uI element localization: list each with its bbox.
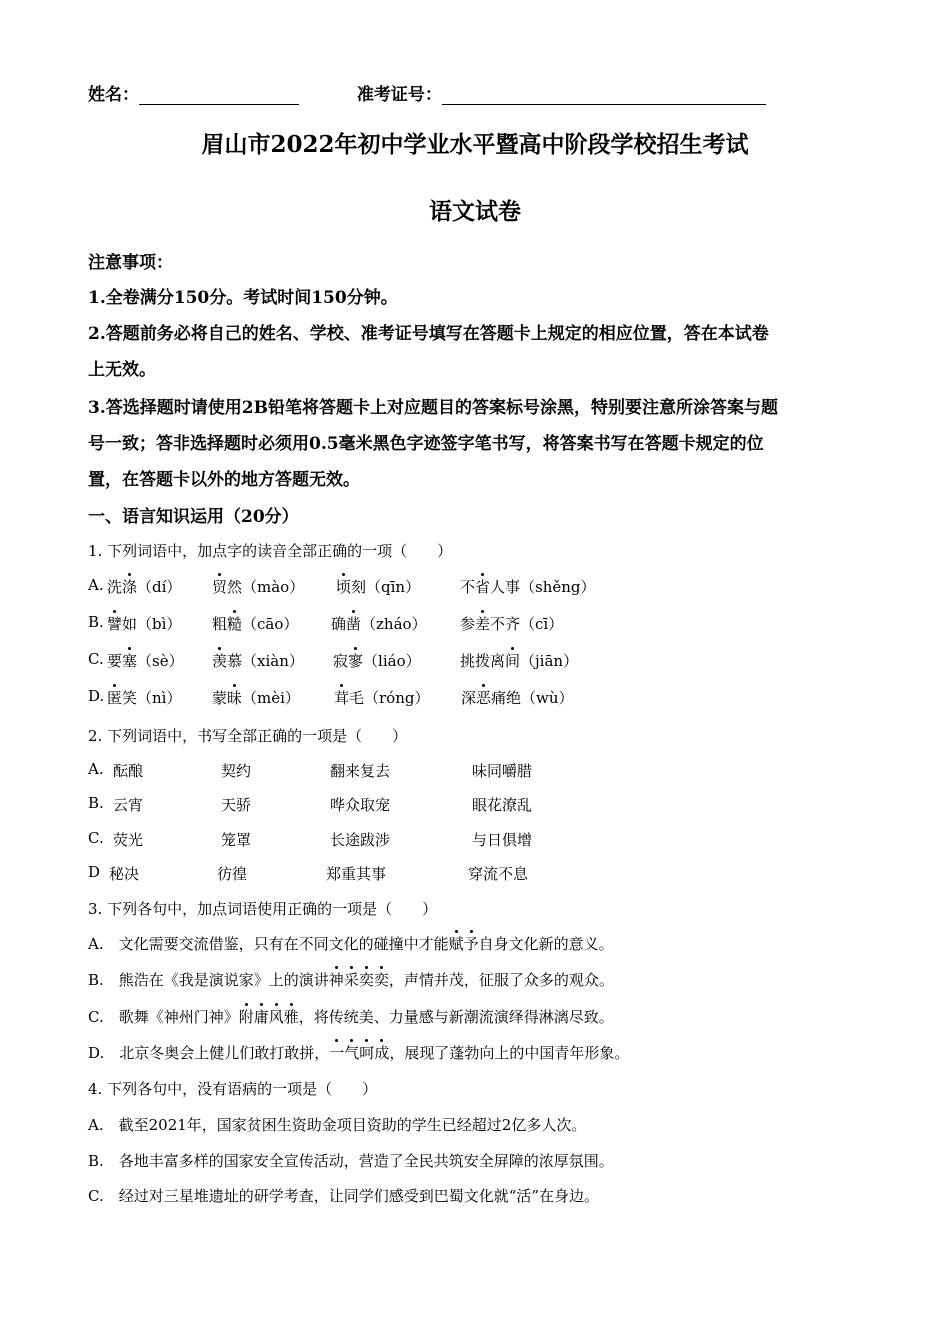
option-label: B. <box>88 613 104 631</box>
q3-option-c[interactable]: C. 歌舞《神州门神》附庸风雅，将传统美、力量感与新潮流演绎得淋漓尽致。 <box>88 1008 614 1026</box>
q1-a-word-3: 顷刻（qīn） <box>336 578 421 596</box>
q1-option-c[interactable] <box>88 650 579 670</box>
q1-stem: 1. 下列词语中，加点字的读音全部正确的一项（ ） <box>88 542 453 560</box>
q1-c-word-4: 挑拨离间（jiān） <box>460 652 579 670</box>
q2-word: 酝酿 <box>113 762 144 780</box>
q4-option-c[interactable]: C. 经过对三星堆遗址的研学考查，让同学们感受到巴蜀文化就“活”在身边。 <box>88 1187 600 1205</box>
q3-option-d[interactable]: D. 北京冬奥会上健儿们敢打敢拼，一气呵成，展现了蓬勃向上的中国青年形象。 <box>88 1044 630 1062</box>
q1-c-word-1: 要塞（sè） <box>107 652 184 670</box>
notice-item-3-line-3: 置，在答题卡以外的地方答题无效。 <box>88 470 360 490</box>
q1-d-word-3: 茸毛（róng） <box>334 689 430 707</box>
q2-option-a[interactable]: A. 酝酿 契约 翻来复去 味同嚼腊 <box>88 760 533 780</box>
notice-item-3-line-2: 号一致；答非选择题时必须用0.5毫米黑色字迹签字笔书写，将答案书写在答题卡规定的位 <box>88 434 764 454</box>
q3-stem: 3. 下列各句中，加点词语使用正确的一项是（ ） <box>88 900 438 918</box>
name-field[interactable] <box>139 86 299 105</box>
q4-option-a[interactable]: A. 截至2021年，国家贫困生资助金项目资助的学生已经超过2亿多人次。 <box>88 1116 587 1134</box>
q2-word: 眼花潦乱 <box>472 796 533 814</box>
q2-word: 长途跋涉 <box>330 831 391 849</box>
q1-a-word-4: 不省人事（shěng） <box>460 578 596 596</box>
q1-option-b[interactable] <box>88 613 564 633</box>
q1-c-word-3: 寂寥（liáo） <box>333 652 421 670</box>
id-label: 准考证号： <box>356 85 442 105</box>
notice-item-2-line-2: 上无效。 <box>88 360 156 380</box>
page-title: 眉山市2022年初中学业水平暨高中阶段学校招生考试 <box>201 131 749 158</box>
notice-item-3-line-1: 3.答选择题时请使用2B铅笔将答题卡上对应题目的答案标号涂黑，特别要注意所涂答案与题 <box>88 398 778 418</box>
q2-stem: 2. 下列词语中，书写全部正确的一项是（ ） <box>88 727 408 745</box>
notice-item-2-line-1: 2.答题前务必将自己的姓名、学校、准考证号填写在答题卡上规定的相应位置，答在本试卷 <box>88 324 769 344</box>
q1-d-word-4: 深恶痛绝（wù） <box>461 689 574 707</box>
q1-d-word-1: 匿笑（nì） <box>107 689 182 707</box>
q1-b-word-2: 粗糙（cāo） <box>212 615 299 633</box>
notice-item-1: 1.全卷满分150分。考试时间150分钟。 <box>88 288 398 308</box>
q2-word: 荧光 <box>113 831 144 849</box>
q2-option-d[interactable]: D 秘决 彷徨 郑重其事 穿流不息 <box>88 863 529 883</box>
notice-heading: 注意事项： <box>88 253 173 273</box>
option-label: C. <box>88 650 104 668</box>
name-label: 姓名： <box>88 85 139 105</box>
page-subtitle: 语文试卷 <box>429 198 521 225</box>
q2-word: 天骄 <box>221 796 252 814</box>
q2-option-c[interactable]: C. 荧光 笼罩 长途跋涉 与日俱增 <box>88 829 533 849</box>
q1-a-word-1: 洗涤（dí） <box>107 578 182 596</box>
q2-word: 笼罩 <box>221 831 252 849</box>
q3-option-b[interactable]: B. 熊浩在《我是演说家》上的演讲神采奕奕，声情并茂，征服了众多的观众。 <box>88 971 614 989</box>
q1-a-word-2: 贸然（mào） <box>212 578 305 596</box>
q2-word: 味同嚼腊 <box>472 762 533 780</box>
q4-option-b[interactable]: B. 各地丰富多样的国家安全宣传活动，营造了全民共筑安全屏障的浓厚氛围。 <box>88 1152 614 1170</box>
q1-b-word-4: 参差不齐（cī） <box>460 615 564 633</box>
q2-word: 哗众取宠 <box>330 796 391 814</box>
q4-stem: 4. 下列各句中，没有语病的一项是（ ） <box>88 1080 378 1098</box>
section-heading: 一、语言知识运用（20分） <box>88 507 299 527</box>
q2-word: 翻来复去 <box>330 762 391 780</box>
q2-word: 与日俱增 <box>472 831 533 849</box>
q2-word: 彷徨 <box>217 865 248 883</box>
q1-c-word-2: 羡慕（xiàn） <box>212 652 304 670</box>
q3-b-dotted-word: 神采奕奕 <box>328 971 389 989</box>
q3-c-dotted-word: 附庸风雅 <box>238 1008 299 1026</box>
q1-d-word-2: 蒙昧（mèi） <box>212 689 300 707</box>
option-label: A. <box>88 576 104 594</box>
q1-option-d[interactable] <box>88 687 574 707</box>
q1-b-word-1: 譬如（bì） <box>107 615 182 633</box>
q1-option-a[interactable] <box>88 576 596 596</box>
q2-word: 郑重其事 <box>326 865 387 883</box>
option-label: D. <box>88 687 105 705</box>
q2-word: 穿流不息 <box>468 865 529 883</box>
q3-a-dotted-word: 赋予 <box>448 935 479 953</box>
q3-option-a[interactable]: A. 文化需要交流借鉴，只有在不同文化的碰撞中才能赋予自身文化新的意义。 <box>88 935 614 953</box>
q1-b-word-3: 确凿（zháo） <box>331 615 427 633</box>
q2-option-b[interactable]: B. 云宵 天骄 哗众取宠 眼花潦乱 <box>88 794 533 814</box>
q2-word: 契约 <box>221 762 252 780</box>
q3-d-dotted-word: 一气呵成 <box>329 1044 390 1062</box>
id-field[interactable] <box>442 86 766 105</box>
exam-header <box>88 80 766 105</box>
q2-word: 秘决 <box>109 865 140 883</box>
q2-word: 云宵 <box>113 796 144 814</box>
